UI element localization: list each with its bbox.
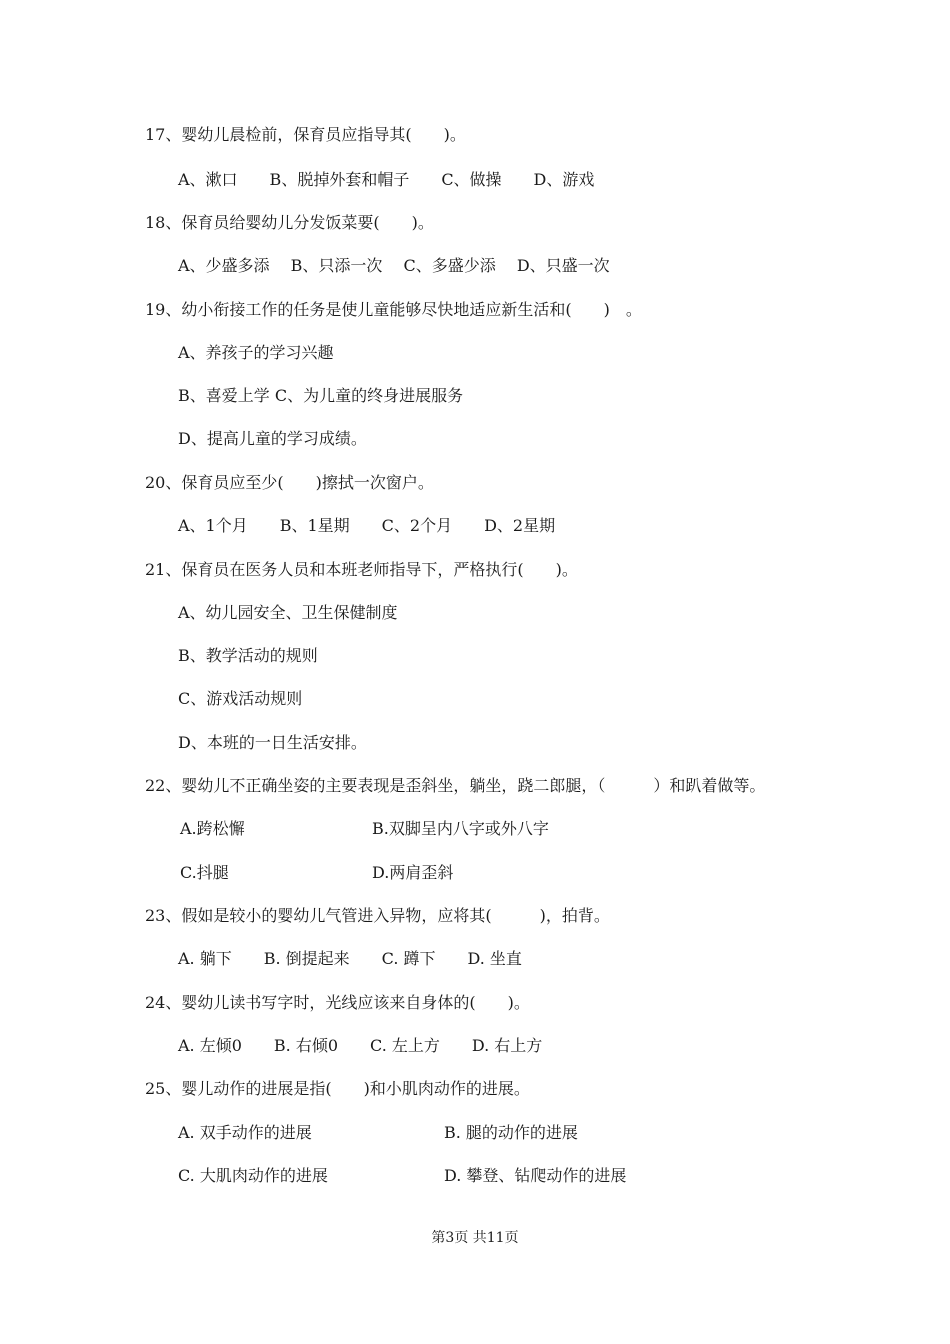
option-25-a: A. 双手动作的进展: [178, 1123, 312, 1142]
options-20: A、1个月 B、1星期 C、2个月 D、2星期: [178, 516, 556, 535]
option-22-d: D.两肩歪斜: [372, 863, 454, 882]
question-25: 25、婴儿动作的进展是指( )和小肌肉动作的进展。: [145, 1079, 530, 1098]
option-21-a: A、幼儿园安全、卫生保健制度: [178, 603, 398, 622]
option-25-d: D. 攀登、钻爬动作的进展: [444, 1166, 627, 1185]
option-22-c: C.抖腿: [180, 863, 229, 882]
question-17: 17、婴幼儿晨检前，保育员应指导其( )。: [145, 125, 466, 144]
options-23: A. 躺下 B. 倒提起来 C. 蹲下 D. 坐直: [178, 949, 522, 968]
options-17: A、漱口 B、脱掉外套和帽子 C、做操 D、游戏: [178, 170, 595, 189]
question-22: 22、婴幼儿不正确坐姿的主要表现是歪斜坐，躺坐，跷二郎腿，（ ）和趴着做等。: [145, 776, 766, 795]
option-19-a: A、养孩子的学习兴趣: [178, 343, 334, 362]
option-25-b: B. 腿的动作的进展: [444, 1123, 578, 1142]
option-21-c: C、游戏活动规则: [178, 689, 303, 708]
question-19: 19、幼小衔接工作的任务是使儿童能够尽快地适应新生活和( ) 。: [145, 300, 642, 319]
page-number-footer: 第3页 共11页: [431, 1230, 519, 1246]
question-24: 24、婴幼儿读书写字时，光线应该来自身体的( )。: [145, 993, 530, 1012]
option-25-c: C. 大肌肉动作的进展: [178, 1166, 328, 1185]
question-20: 20、保育员应至少( )擦拭一次窗户。: [145, 473, 434, 492]
option-22-b: B.双脚呈内八字或外八字: [372, 819, 549, 838]
options-18: A、少盛多添 B、只添一次 C、多盛少添 D、只盛一次: [178, 256, 610, 275]
options-24: A. 左倾0 B. 右倾0 C. 左上方 D. 右上方: [178, 1036, 543, 1055]
option-19-d: D、提高儿童的学习成绩。: [178, 429, 367, 448]
question-23: 23、假如是较小的婴幼儿气管进入异物，应将其( )，拍背。: [145, 906, 610, 925]
question-18: 18、保育员给婴幼儿分发饭菜要( )。: [145, 213, 434, 232]
option-21-d: D、本班的一日生活安排。: [178, 733, 367, 752]
option-21-b: B、教学活动的规则: [178, 646, 318, 665]
option-22-a: A.跨松懈: [180, 819, 245, 838]
option-19-bc: B、喜爱上学 C、为儿童的终身进展服务: [178, 386, 464, 405]
question-21: 21、保育员在医务人员和本班老师指导下，严格执行( )。: [145, 560, 578, 579]
